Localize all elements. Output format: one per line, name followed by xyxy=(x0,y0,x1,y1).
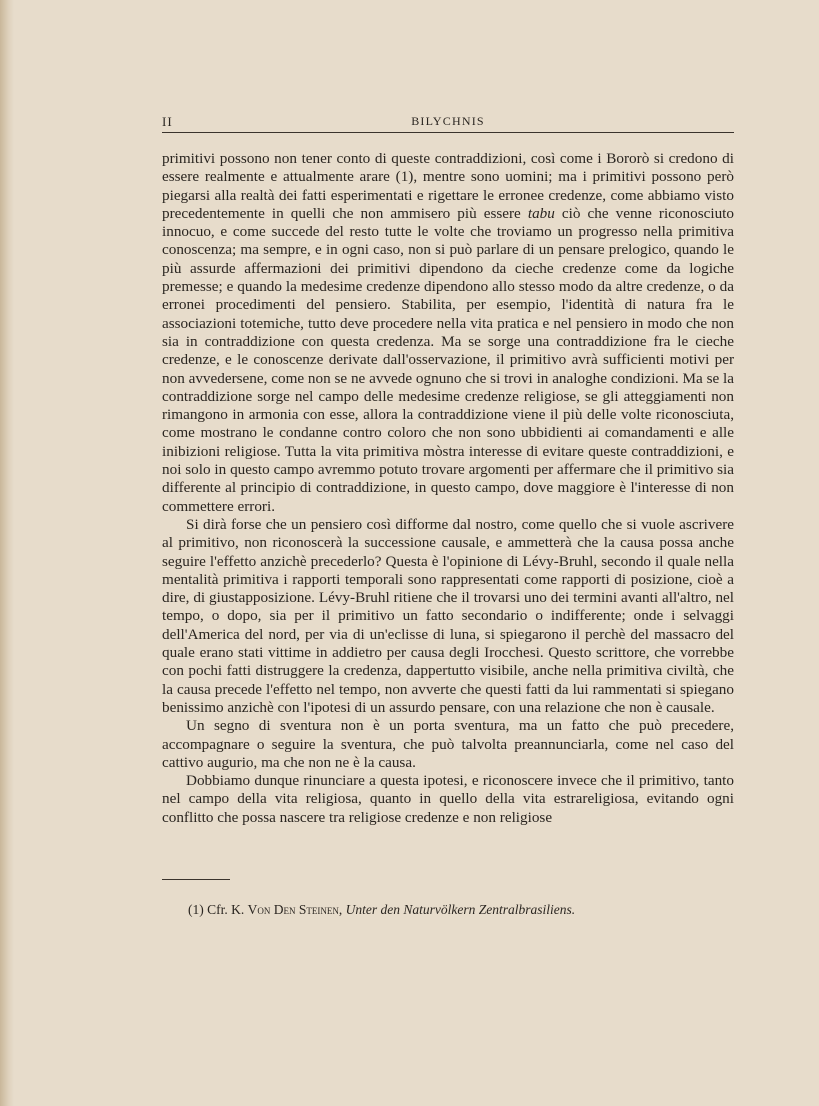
footnote-rule xyxy=(162,879,230,880)
footnote-separator: , xyxy=(338,902,346,917)
paragraph-1 xyxy=(162,150,734,516)
footnote-marker: (1) Cfr. K. xyxy=(188,902,248,917)
running-header xyxy=(162,112,734,133)
paragraph-1-text-continued: ciò che venne riconosciuto innocuo, e come succede del resto tutte le volte che troviamo un progresso nella primitiva conoscenza; ma sempre, e in ogni caso, non si può parlare di un pensare prelogico, quando le più assurde affermazioni dei primitivi dipendono da cieche credenze come da logiche premesse; e quando la medesime credenze dipendono allo stesso modo da altre credenze, o da erronei procedimenti del pensiero. Stabilita, per esempio, l'identità di natura fra le associazioni totemiche, tutto deve procedere nella vita pratica e nel pensiero in modo che non sia in contraddizione con questa credenza. Ma se sorge una contraddizione fra le cieche credenze, e le conoscenze derivate dall'osservazione, il primitivo avrà sufficienti motivi per non avvedersene, come non se ne avvede ognuno che si trovi in analoghe condizioni. Ma se la contraddizione sorge nel campo delle medesime credenze religiose, se gli atteggiamenti non rimangono in armonia con esse, allora la contraddizione viene il più delle volte riconosciuta, come mostrano le condanne contro coloro che non sono ubbidienti ai comandamenti e alle inibizioni religiose. Tutta la vita primitiva mòstra interesse di evitare queste contraddizioni, e noi solo in questo campo avremmo potuto trovare argomenti per affermare che il primitivo sia differente al principio di contraddizione, in questo campo, dove maggiore è l'interesse di non commettere errori. xyxy=(162,204,734,515)
page-edge xyxy=(0,0,14,1106)
running-title: BILYCHNIS xyxy=(411,114,485,128)
page-number: II xyxy=(162,114,173,129)
paragraph-1-text: primitivi possono non tener conto di queste contraddizioni, così come i Bororò si credono di essere realmente e attualmente arare (1), mentre sono uomini; ma i primitivi possono però piegarsi alla realtà dei fatti esperimentati e rigettare le erronee credenze, come abbiamo visto precedentemente in quelli che non ammisero più essere xyxy=(162,150,734,222)
paragraph-1-emphasis: tabu xyxy=(527,204,555,222)
footnote-work: Unter den Naturvölkern Zentralbrasiliens. xyxy=(345,902,576,917)
paragraph-3: Un segno di sventura non è un porta sventura, ma un fatto che può precedere, accompagnare o seguire la sventura, che può talvolta preannunciarla, come nel caso del cattivo augurio, ma che non ne è la causa. xyxy=(162,717,734,771)
paragraph-4: Dobbiamo dunque rinunciare a questa ipotesi, e riconoscere invece che il primitivo, tanto nel campo della vita religiosa, quanto in quello della vita estrareligiosa, evitando ogni conflitto che possa nascere tra religiose credenze e non religiose xyxy=(162,772,734,826)
footnote xyxy=(188,901,734,918)
body-text xyxy=(162,150,734,827)
paragraph-2: Si dirà forse che un pensiero così difforme dal nostro, come quello che si vuole ascrivere al primitivo, non riconoscerà la successione causale, e ammetterà che la causa possa anche seguire l'effetto anzichè precederlo? Questa è l'opinione di Lévy-Bruhl, secondo il quale nella mentalità primitiva i rapporti temporali sono rappresentati come rapporti di posizione, cioè a dire, di giustapposizione. Lévy-Bruhl ritiene che il trovarsi uno dei termini avanti all'altro, nel tempo, o dopo, sia per il primitivo un fatto secondario o indifferente; onde i selvaggi dell'America del nord, per via di un'eclisse di luna, si spiegarono il perchè del massacro del quale erano stati vittime in addietro per causa degli Irocchesi. Questo scrittore, che vorrebbe con pochi fatti distruggere la credenza, dappertutto visibile, anche nella primitiva civiltà, che la causa precede l'effetto nel tempo, non avverte che questi fatti da lui rammentati si spiegano benissimo anzichè con l'ipotesi di un assurdo pensare, con una relazione che non è causale. xyxy=(162,515,734,716)
footnote-author: Von Den Steinen xyxy=(247,902,339,917)
